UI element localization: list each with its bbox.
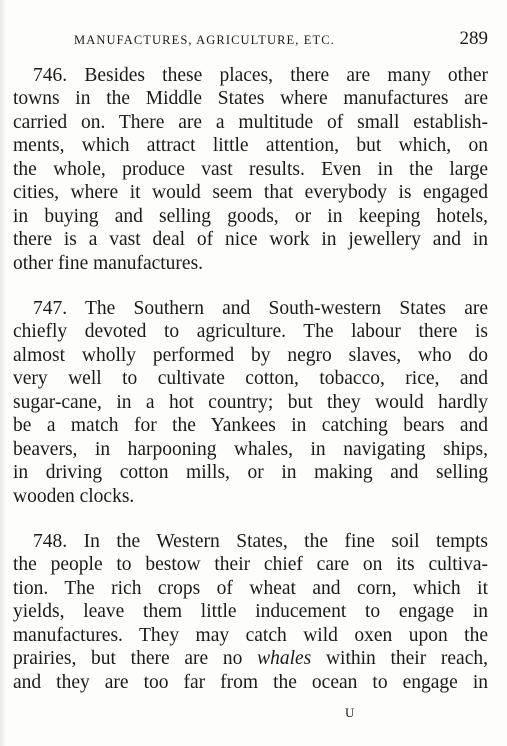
text-line: very well to cultivate cotton, tobacco, rice, and xyxy=(13,368,488,390)
text-line: the people to bestow their chief care on its cultiva- xyxy=(13,554,488,576)
running-head: MANUFACTURES, AGRICULTURE, ETC. xyxy=(74,33,335,47)
text-line: 747. The Southern and South-western States are xyxy=(33,298,488,319)
text-line: there is a vast deal of nice work in jewellery and in xyxy=(13,229,488,251)
text-line: in driving cotton mills, or in making and selling xyxy=(13,462,488,484)
signature-mark: U xyxy=(345,705,355,720)
page-number: 289 xyxy=(459,28,488,49)
page-header xyxy=(74,28,488,50)
text-line: sugar-cane, in a hot country; but they would hardly xyxy=(13,391,488,413)
text-line: chiefly devoted to agriculture. The labour there is xyxy=(13,321,488,343)
text-line: almost wholly performed by negro slaves, who do xyxy=(13,344,488,366)
text-line: other fine manufactures. xyxy=(13,252,204,274)
text-line: prairies, but there are no whales within their reach, xyxy=(13,648,488,670)
text-line: the whole, produce vast results. Even in the large xyxy=(13,158,488,180)
text-line: and they are too far from the ocean to engage in xyxy=(13,671,488,693)
paragraph-746 xyxy=(13,64,488,275)
text-line: in buying and selling goods, or in keeping hotels, xyxy=(13,205,488,227)
text-line: towns in the Middle States where manufactures are xyxy=(13,88,488,110)
text-line: tion. The rich crops of wheat and corn, which it xyxy=(13,577,488,599)
text-line: 748. In the Western States, the fine soil tempts xyxy=(33,531,488,552)
emphasis-word: whales xyxy=(257,648,312,670)
text-line: carried on. There are a multitude of small establish- xyxy=(13,111,488,133)
page-gutter-shadow xyxy=(0,0,6,746)
text-line: cities, where it would seem that everybody is engaged xyxy=(13,182,488,204)
text-line: wooden clocks. xyxy=(13,485,135,507)
text-line: beavers, in harpooning whales, in navigating ships, xyxy=(13,438,488,460)
text-line: manufactures. They may catch wild oxen upon the xyxy=(13,624,488,646)
text-line: 746. Besides these places, there are many other xyxy=(33,65,488,86)
text-line: be a match for the Yankees in catching bears and xyxy=(13,415,488,437)
text-line: ments, which attract little attention, but which, on xyxy=(13,135,488,157)
paragraph-748 xyxy=(13,530,488,694)
paragraph-747 xyxy=(13,297,488,508)
text-line: yields, leave them little inducement to engage in xyxy=(13,601,488,623)
